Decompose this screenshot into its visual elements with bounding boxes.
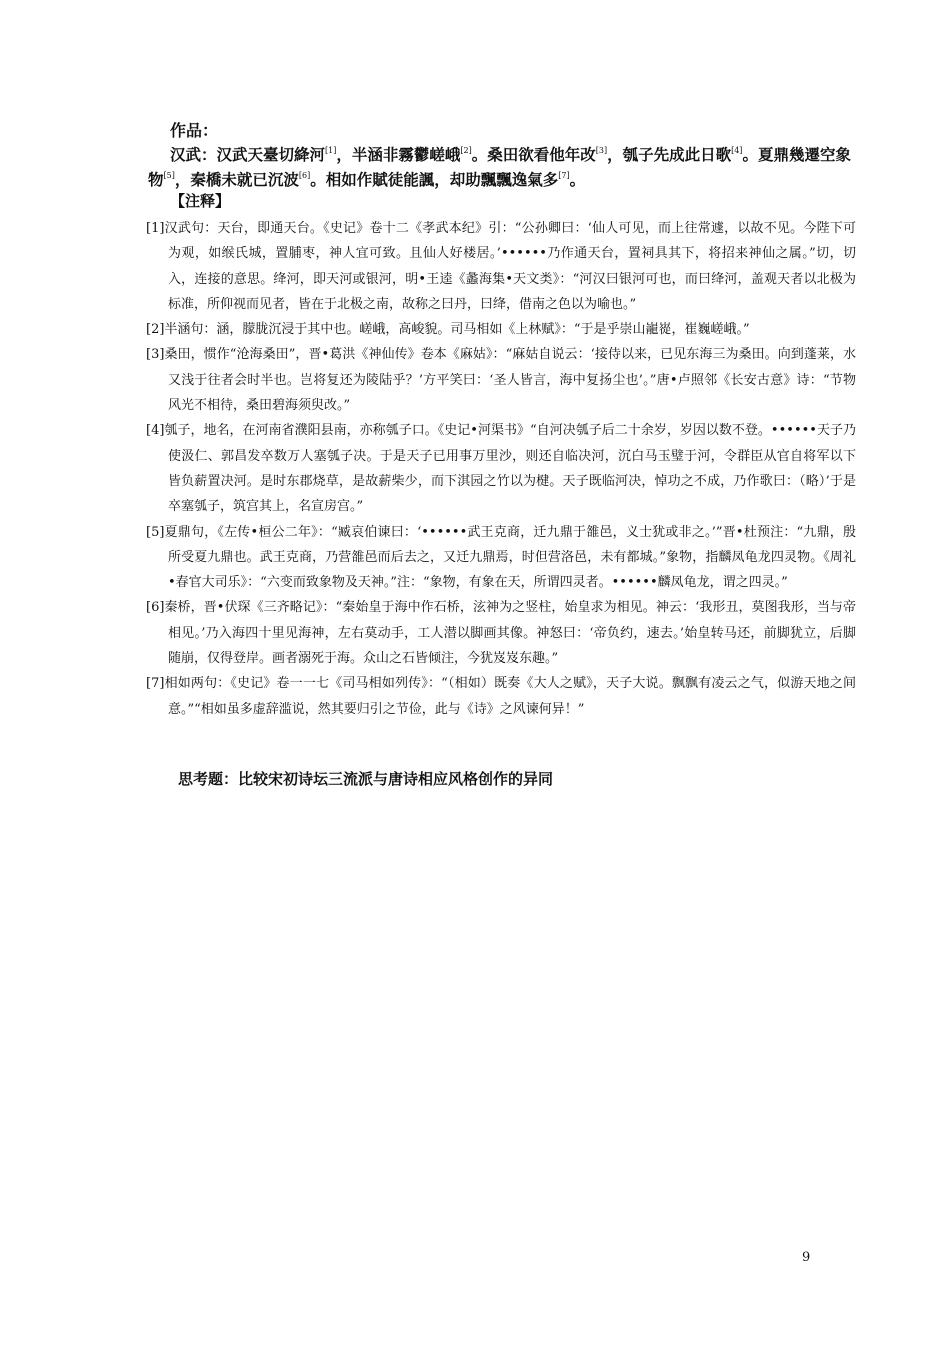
footnote-ref: [3] — [595, 146, 608, 155]
notes-list — [146, 216, 856, 722]
poem-segment: ，半涵非霧鬱嵯峨 — [336, 145, 461, 164]
footnote-ref: [5] — [163, 171, 175, 180]
works-heading: 作品： — [170, 121, 219, 140]
discussion-question: 思考题：比较宋初诗坛三流派与唐诗相应风格创作的异同 — [178, 770, 554, 788]
note-item: [6]秦桥，晋•伏琛《三齐略记》：“秦始皇于海中作石桥，泫神为之竖柱，始皇求为相见。神云：‘我形丑，莫图我形，当与帝相见。’乃入海四十里见海神，左右莫动手，工人潜以脚画其像。神怒曰：‘帝负约，速去。’始皇转马还，前脚犹立，后脚随崩，仅得登岸。画者溺死于海。众山之石皆倾注，今犹岌岌东趣。” — [146, 600, 856, 667]
footnote-ref: [7] — [558, 171, 570, 180]
poem-segment: 。桑田欲看他年改 — [471, 145, 596, 164]
note-item: [4]瓠子，地名，在河南省濮阳县南，亦称瓠子口。《史记•河渠书》“自河决瓠子后二十余岁，岁因以数不登。••••••天子乃使汲仁、郭昌发卒数万人塞瓠子决。于是天子已用事万里沙，则还自临决河，沉白马玉璧于河，令群臣从官自将军以下皆负薪置决河。是时东郡烧草，是故薪柴少，而下淇园之竹以为楗。天子既临河决，悼功之不成，乃作歌曰：（略）’于是卒塞瓠子，筑宫其上，名宣房宫。” — [146, 423, 856, 515]
footnote-ref: [1] — [325, 146, 337, 155]
note-item: [3]桑田，惯作“沧海桑田”，晋•葛洪《神仙传》卷本《麻姑》：“麻姑自说云：‘接侍以来，已见东海三为桑田。向到蓬莱，水又浅于往者会时半也。岂将复还为陵陆乎？’方平笑曰：‘圣人皆言，海中复扬尘也’。”唐•卢照邻《长安古意》诗：“节物风光不相待，桑田碧海须臾改。” — [146, 347, 856, 414]
footnote-ref: [2] — [460, 146, 472, 155]
poem-segment: 。相如作賦徒能諷，却助飄飄逸氣多 — [310, 170, 559, 189]
poem-text — [148, 142, 864, 192]
note-item: [1]汉武句：天台，即通天台。《史记》卷十二《孝武本纪》引：“公孙卿曰：‘仙人可见，而上往常遽，以故不见。今陛下可为观，如缑氏城，置脯枣，神人宜可致。且仙人好楼居。’••••••乃作通天台，置祠具其下，将招来神仙之属。”切，切入，连接的意思。绛河，即天河或银河，明•王逵《蠡海集•天文类》：“河汉曰银河可也，而曰绛河，盖观天者以北极为标准，所仰视而见者，皆在于北极之南，故称之曰丹，曰绛，借南之色以为喻也。” — [146, 221, 856, 312]
poem-segment: 。 — [569, 170, 586, 189]
poem-segment: ，秦橋未就已沉波 — [174, 170, 299, 189]
poem-segment: 。夏鼎幾遷空象物 — [148, 145, 851, 189]
page-number: 9 — [802, 1250, 811, 1265]
footnote-ref: [6] — [298, 171, 311, 180]
notes-title: 【注释】 — [170, 192, 231, 210]
footnote-ref: [4] — [731, 146, 743, 155]
note-item: [2]半涵句：涵，朦胧沉浸于其中也。嵯峨，高峻貌。司马相如《上林赋》：“于是乎崇山巃嵸，崔巍嵯峨。” — [146, 322, 750, 338]
poem-segment: ，瓠子先成此日歌 — [607, 145, 732, 164]
poem-segment: 汉武：汉武天臺切絳河 — [170, 145, 326, 164]
note-item: [5]夏鼎句，《左传•桓公二年》：“臧哀伯谏曰：‘••••••武王克商，迁九鼎于雒邑，义士犹或非之。’”晋•杜预注：“九鼎，殷所受夏九鼎也。武王克商，乃营雒邑而后去之，又迁九鼎焉，时但营洛邑，未有都城。”象物，指麟凤龟龙四灵物。《周礼•春官大司乐》：“六变而致象物及天神。”注：“象物，有象在天，所谓四灵者。••••••麟凤龟龙，谓之四灵。” — [146, 524, 856, 591]
note-item: [7]相如两句：《史记》卷一一七《司马相如列传》：“（相如）既奏《大人之赋》，天子大说。飘飘有凌云之气，似游天地之间意。”“相如虽多虚辞滥说，然其要归引之节俭，此与《诗》之风谏何异！” — [146, 676, 856, 717]
